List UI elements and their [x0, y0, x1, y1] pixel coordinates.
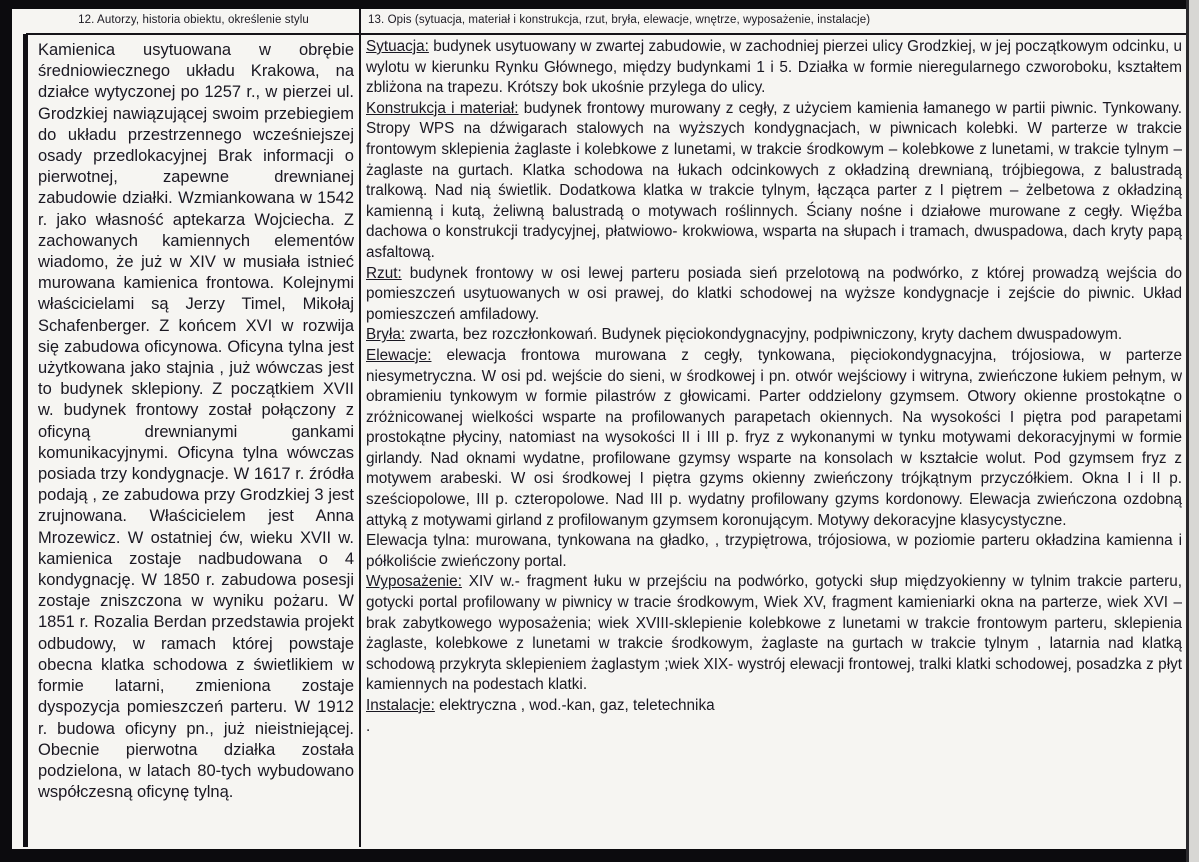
- scan-edge-left: [0, 0, 12, 862]
- section-sytuacja-label: Sytuacja:: [366, 38, 429, 55]
- trailing-period: .: [366, 717, 371, 735]
- scan-edge-right-shadow: [1189, 0, 1199, 862]
- scan-edge-right: [1186, 0, 1189, 862]
- section-elewacja-tylna-label: Elewacja tylna:: [366, 532, 470, 550]
- section-rzut: [366, 264, 1182, 326]
- section-rzut-label: Rzut:: [366, 264, 402, 282]
- section-elewacja-tylna: [366, 531, 1182, 572]
- column-divider-line: [359, 9, 361, 847]
- section-bryla-label: Bryła:: [366, 326, 406, 344]
- section-wyposazenie-label: Wyposażenie:: [366, 573, 462, 591]
- section-sytuacja: [366, 37, 1182, 99]
- section-instalacje: [366, 696, 1182, 717]
- section-wyposazenie: [366, 572, 1182, 696]
- scan-edge-bottom: [0, 849, 1199, 862]
- scan-edge-top: [0, 0, 1199, 9]
- section-elewacje-text: elewacja frontowa murowana z cegły, tynkowana, pięciokondygnacyjna, trójosiowa, w parterze niesymetryczna. W osi pd. wejście do sieni, w środkowej i pn. otwór wejściowy i witryna, zwieńczone łukiem pełnym, w obramieniu tynkowym w formie pilastrów z głowicami. Parter oddzielony gzymsem. Otwory okienne prostokątne o zróżnicowanej wielkości wsparte na profilowanych parapetach okiennych. Na wysokości I piętra pod parapetami prostokątne płyciny, natomiast na wysokości II i III p. fryz z wykonanymi w tynku motywami dekoracyjnymi w formie girlandy. Nad oknami wydatne, profilowane gzymsy wsparte na konsolach w kształcie wolut. Pod gzymsem fryz z motywem arabeski. W osi środkowej I piętra gzyms okienny zwieńczony trójkątnym przyczółkiem. Okna I i II p. sześciopolowe, III p. czteropolowe. Nad III p. wydatny profilowany gzyms kordonowy. Elewacja zwieńczona ozdobną attyką z motywami girland z profilowanym gzymsem koronującym. Motywy dekoracyjne klasycystyczne.: [366, 346, 1182, 529]
- section-wyposazenie-text: XIV w.- fragment łuku w przejściu na podwórko, gotycki słup międzyokienny w tylnim trakcie parteru, gotycki portal profilowany w piwnicy w tracie środkowym, Wiek XV, fragment kamieniarki okna na parterze, wiek XVI –brak zabytkowego wyposażenia; wiek XVIII-sklepienie kolebkowe z lunetami w trakcie frontowym parteru, sklepienia żaglaste, kolebkowe z lunetami w trakcie środkowym, żaglaste na gurtach w trakcie tylnym , latarnia nad klatką schodową przykryta sklepieniem żaglastym ;wiek XIX- wystrój elewacji frontowej, tralki klatki schodowej, posadzka z płyt kamiennych na podestach klatki.: [366, 573, 1182, 694]
- history-text: Kamienica usytuowana w obrębie średniowiecznego układu Krakowa, na działce wytyczonej po 1257 r., w pierzei ul. Grodzkiej nawiązującej swoim przebiegiem do układu przestrzennego wcześniejszej osady przedlokacyjnej Brak informacji o pierwotnej, zapewne drewnianej zabudowie działki. Wzmiankowana w 1542 r. jako własność aptekarza Wojciecha. Z zachowanych kamiennych elementów wiadomo, że już w XIV w musiała istnieć murowana kamienica frontowa. Kolejnymi właścicielami są Jerzy Timel, Mikołaj Schafenberger. Z końcem XVI w rozwija się zabudowa oficynowa. Oficyna tylna jest użytkowana jako stajnia , już wówczas jest to budynek sklepiony. Z początkiem XVII w. budynek frontowy został połączony z oficyną drewnianymi gankami komunikacyjnymi. Oficyna tylna wówczas posiada trzy kondygnacje. W 1617 r. źródła podają , ze zabudowa przy Grodzkiej 3 jest zrujnowana. Właścicielem jest Anna Mrozewicz. W ostatniej ćw, wieku XVII w. kamienica zostaje nadbudowana o 4 kondygnację. W 1850 r. zabudowa posesji zostaje zniszczona w wyniku pożaru. W 1851 r. Rozalia Berdan przedstawia projekt odbudowy, w ramach której powstaje obecna klatka schodowa z świetlikiem w formie latarni, zmieniona zostaje dyspozycja pomieszczeń parteru. W 1912 r. budowa oficyny pn., już nieistniejącej. Obecnie pierwotna działka została podzielona, w latach 80-tych wybudowano współczesną oficynę tylną.: [38, 41, 354, 802]
- section-rzut-text: budynek frontowy w osi lewej parteru posiada sień przelotową na podwórko, z której prowadzą wejścia do pomieszczeń usytuowanych w osi prawej, do klatki schodowej na wyższe kondygnacje i zejście do piwnic. Układ pomieszczeń amfiladowy.: [366, 264, 1182, 323]
- section-instalacje-label: Instalacje:: [366, 697, 435, 714]
- section-konstrukcja-text: budynek frontowy murowany z cegły, z użyciem kamienia łamanego w partii piwnic. Tynkowany. Stropy WPS na dźwigarach stalowych na wyższych kondygnacjach, w piwnicach kolebki. W parterze w trakcie frontowym sklepienia żaglaste i kolebkowe z lunetami, w trakcie środkowym – kolebkowe z lunetami, w trakcie tylnym – żaglaste na gurtach. Klatka schodowa na łukach odcinkowych z okładziną drewnianą, trójbiegowa, z balustradą tralkową. Nad nią świetlik. Dodatkowa klatka w trakcie tylnym, łącząca parter z I piętrem – żelbetowa z okładziną kamienną i kutą, żeliwną balustradą o motywach roślinnych. Ściany nośne i działowe murowane z cegły. Więźba dachowa o konstrukcji tradycyjnej, płatwiowo- krokwiowa, wsparta na słupach i tramach, dwuspadowa, dach kryty papą asfaltową.: [366, 99, 1182, 261]
- section-elewacja-tylna-text: murowana, tynkowana na gładko, , trzypiętrowa, trójosiowa, w poziomie parteru okładzina kamienna i półkoliście zwieńczony portal.: [366, 532, 1182, 570]
- section-sytuacja-text: budynek usytuowany w zwartej zabudowie, w zachodniej pierzei ulicy Grodzkiej, w jej początkowym odcinku, u wylotu w kierunku Rynku Głównego, między budynkami 1 i 5. Działka w formie nieregularnego czworoboku, kształtem zbliżona na trapezu. Krótszy bok ukośnie przylega do ulicy.: [366, 38, 1182, 97]
- section-instalacje-text: elektryczna , wod.-kan, gaz, teletechnika: [434, 697, 715, 714]
- field13-header: 13. Opis (sytuacja, materiał i konstrukcja, rzut, bryła, elewacje, wnętrze, wyposażenie, instalacje): [368, 14, 871, 26]
- description-column: [366, 37, 1182, 849]
- section-elewacje: [366, 346, 1182, 531]
- section-konstrukcja-label: Konstrukcja i materiał:: [366, 99, 519, 117]
- table-left-border: [23, 34, 28, 847]
- section-elewacje-label: Elewacje:: [366, 346, 432, 364]
- section-konstrukcja: [366, 99, 1182, 264]
- section-bryla: [366, 325, 1182, 346]
- header-bottom-rule: [26, 33, 1186, 35]
- section-bryla-text: zwarta, bez rozczłonkowań. Budynek pięciokondygnacyjny, podpiwniczony, kryty dachem dwuspadowym.: [405, 326, 1123, 344]
- history-column: [38, 40, 354, 840]
- field12-header: 12. Autorzy, historia obiektu, określenie stylu: [78, 14, 309, 26]
